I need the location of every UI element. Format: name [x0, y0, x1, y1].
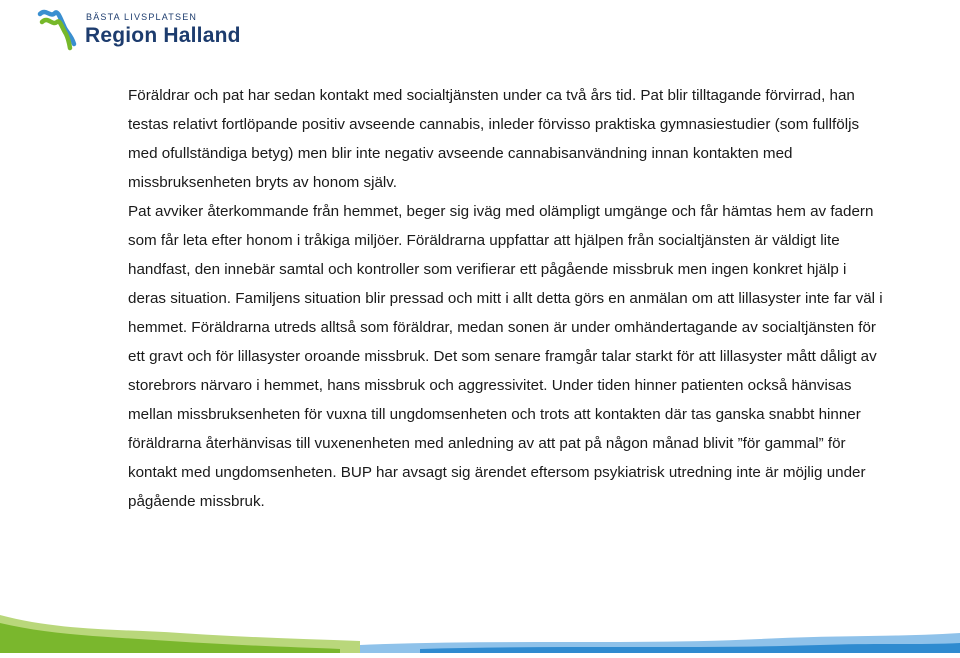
footer-wave-decoration	[0, 609, 960, 653]
footer-wave-icon	[0, 609, 960, 653]
logo-tagline: BÄSTA LIVSPLATSEN	[86, 12, 198, 22]
paragraph-1: Föräldrar och pat har sedan kontakt med socialtjänsten under ca två års tid. Pat blir tilltagande förvirrad, han testas relativt fortlöpande positiv avseende cannabis, inleder förvisso praktiska gymnasiestudier (som fullföljs med ofullständiga betyg) men blir inte negativ avseende cannabisanvändning innan kontakten med missbruksenheten bryts av honom själv.	[128, 87, 860, 191]
paragraph-2: Pat avviker återkommande från hemmet, beger sig iväg med olämpligt umgänge och får hämtas hem av fadern som får leta efter honom i tråkiga miljöer. Föräldrarna uppfattar att hjälpen från socialtjänsten är väldigt lite handfast, den innebär samtal och kontroller som verifierar ett pågående missbruk men ingen konkret hjälp i deras situation. Familjens situation blir pressad och mitt i allt detta görs en anmälan om att lillasyster inte far väl i hemmet. Föräldrarna utreds alltså som föräldrar, medan sonen är under omhändertagande av socialtjänsten för ett gravt och för lillasyster oroande missbruk. Det som senare framgår talar starkt för att lillasyster mått dåligt av storebrors närvaro i hemmet, hans missbruk och aggressivitet. Under tiden hinner patienten också hänvisas mellan missbruksenheten för vuxna till ungdomsenheten och trots att kontakten där tas ganska snabbt hinner föräldrarna återhänvisas till vuxenenheten med anledning av att pat på någon månad blivit ”för gammal” för kontakt med ungdomsenheten. BUP har avsagt sig ärendet eftersom psykiatrisk utredning inte är möjlig under pågående missbruk.	[128, 203, 883, 510]
case-description	[128, 81, 888, 516]
region-halland-emblem-icon	[36, 4, 86, 52]
region-halland-logo	[36, 4, 256, 52]
logo-name: Region Halland	[85, 24, 241, 47]
